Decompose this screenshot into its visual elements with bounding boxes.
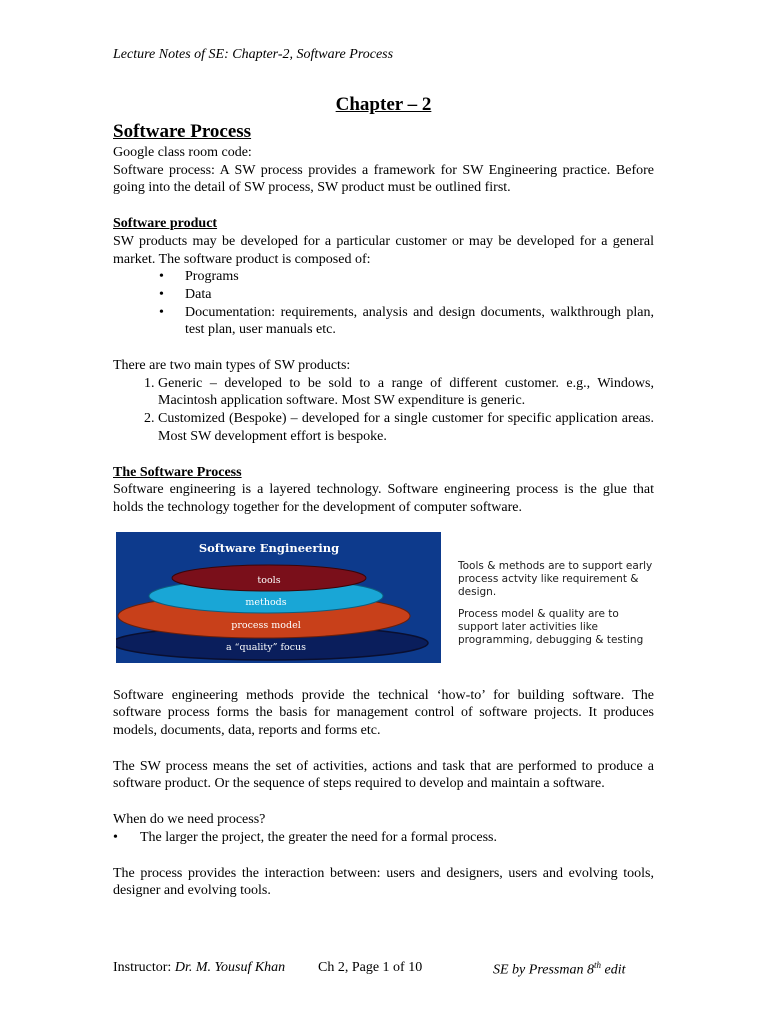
list-item: • Programs: [185, 268, 654, 286]
running-header: Lecture Notes of SE: Chapter-2, Software Process: [113, 47, 394, 62]
edition-superscript: th: [593, 960, 601, 970]
process-quality-note: [458, 608, 658, 648]
software-process-heading: The Software Process: [113, 464, 242, 480]
methods-label: methods: [245, 596, 287, 608]
need-list: [113, 829, 654, 847]
software-process-text: Software engineering is a layered technology. Software engineering process is the glue that holds the technology together for the development of computer software.: [113, 482, 654, 515]
note-line: programming, debugging & testing: [458, 634, 644, 647]
closing-paragraph: The process provides the interaction between: users and designers, users and evolving tools, designer and evolving tools.: [113, 865, 654, 899]
book-reference: [493, 960, 625, 979]
quality-focus-label: a “quality” focus: [225, 641, 307, 653]
se-layers-diagram: [116, 532, 441, 663]
process-definition-paragraph: The SW process means the set of activities, actions and task that are performed to produce a software product. Or the sequence of steps required to develop and maintain a software.: [113, 758, 654, 792]
book-title: SE by Pressman 8: [493, 962, 594, 978]
page-footer: [113, 960, 673, 976]
page-number: Ch 2, Page 1 of 10: [318, 960, 423, 975]
instructor-label: Instructor:: [113, 960, 175, 975]
product-components-list: [113, 268, 654, 339]
list-item: • Documentation: requirements, analysis and design documents, walkthrough plan, test plan, user manuals etc.: [185, 304, 654, 339]
note-line: Process model & quality are to: [458, 607, 619, 620]
chapter-heading: Chapter – 2: [335, 94, 432, 115]
note-line: Tools & methods are to support early: [458, 559, 653, 572]
list-item: • The larger the project, the greater the need for a formal process.: [140, 829, 654, 847]
tools-methods-note: [458, 560, 658, 600]
page-content: [113, 94, 654, 900]
intro-paragraph: Software process: A SW process provides a framework for SW Engineering practice. Before going into the detail of SW process, SW product must be outlined first.: [113, 162, 654, 196]
software-product-heading: Software product: [113, 216, 218, 232]
list-item: • Data: [185, 286, 654, 304]
note-line: process actvity like requirement &: [458, 572, 639, 585]
instructor-name: Dr. M. Yousuf Khan: [174, 960, 286, 975]
product-types-intro: There are two main types of SW products:: [113, 358, 351, 374]
note-line: support later activities like: [458, 620, 598, 633]
tools-label: tools: [257, 574, 281, 586]
process-model-label: process model: [231, 619, 301, 631]
note-line: design.: [458, 586, 497, 599]
list-item: 1. Generic – developed to be sold to a range of different customer. e.g., Windows, Macintosh application software. Most SW expenditure is generic.: [158, 375, 654, 410]
software-product-text: SW products may be developed for a particular customer or may be developed for a general market. The software product is composed of:: [113, 233, 654, 267]
layered-technology-figure: [113, 532, 654, 664]
list-item: 2. Customized (Bespoke) – developed for a single customer for specific application areas. Most SW development effort is bespoke.: [158, 410, 654, 445]
edition-suffix: edit: [600, 962, 626, 978]
need-question: When do we need process?: [113, 812, 266, 828]
diagram-title: Software Engineering: [198, 540, 340, 555]
classroom-code-line: Google class room code:: [113, 145, 252, 160]
section-title: Software Process: [113, 121, 252, 142]
methods-paragraph: Software engineering methods provide the technical ‘how-to’ for building software. The software process forms the basis for management control of software projects. It produces models, documents, data, reports and forms etc.: [113, 687, 654, 739]
product-types-list: [113, 375, 654, 446]
